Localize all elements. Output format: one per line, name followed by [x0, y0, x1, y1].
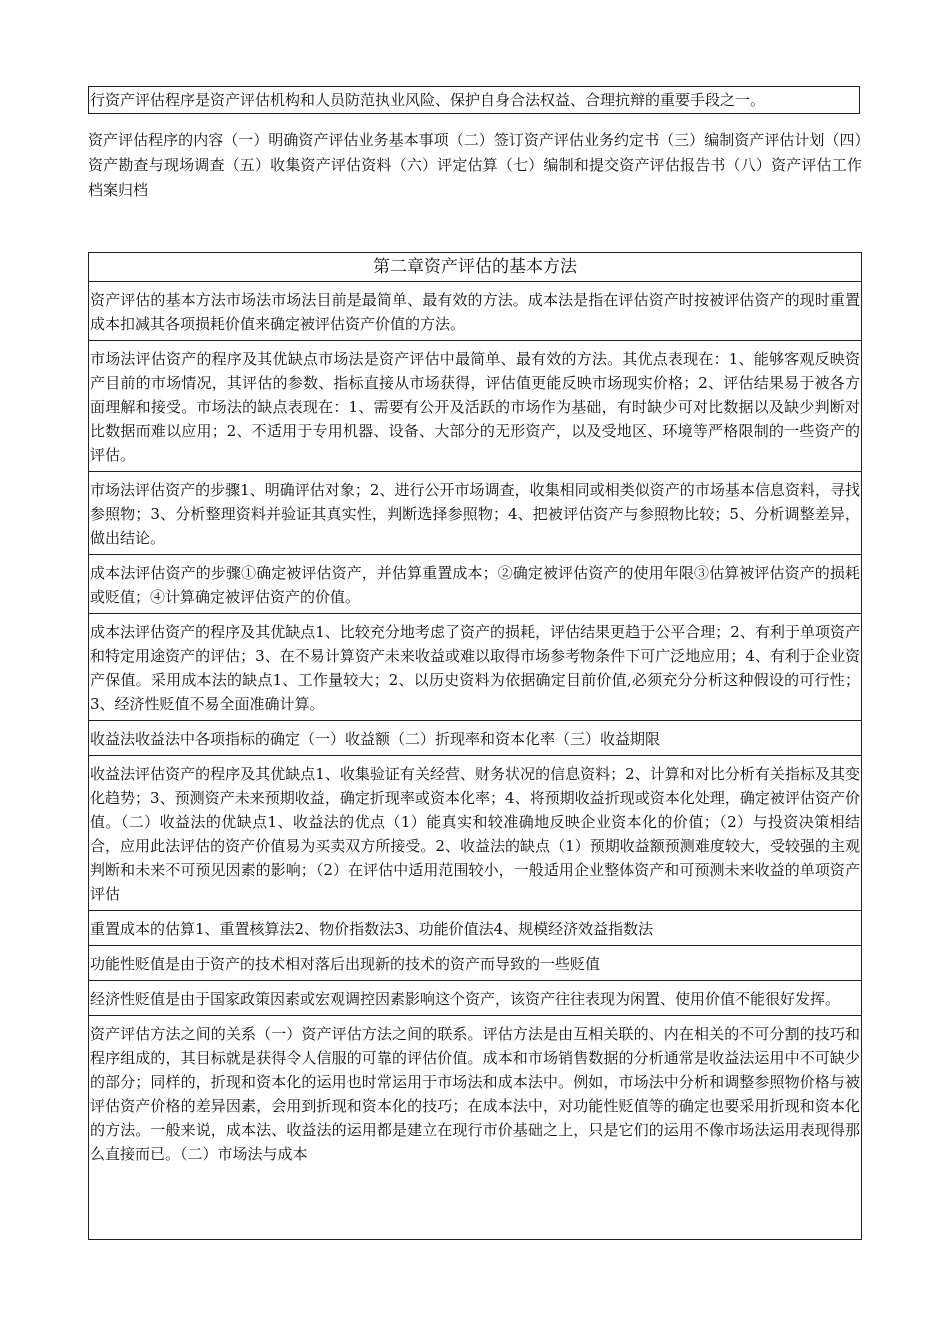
- procedure-paragraph: 资产评估程序的内容（一）明确资产评估业务基本事项（二）签订资产评估业务约定书（三）编制资产评估计划（四）资产勘查与现场调查（五）收集资产评估资料（六）评定估算（七）编制和提交资产评估报告书（八）资产评估工作档案归档: [88, 131, 862, 199]
- section-market-method-steps: 市场法评估资产的步骤1、明确评估对象；2、进行公开市场调查，收集相同或相类似资产的市场基本信息资料，寻找参照物；3、分析整理资料并验证其真实性，判断选择参照物；4、把被评估资产与参照物比较；5、分析调整差异，做出结论。: [89, 472, 861, 555]
- section-replacement-cost: 重置成本的估算1、重置核算法2、物价指数法3、功能价值法4、规模经济效益指数法: [89, 911, 861, 946]
- chapter-title: 第二章资产评估的基本方法: [89, 253, 861, 282]
- section-basic-methods: 资产评估的基本方法市场法市场法目前是最简单、最有效的方法。成本法是指在评估资产时按被评估资产的现时重置成本扣减其各项损耗价值来确定被评估资产价值的方法。: [89, 282, 861, 341]
- section-cost-method-steps: 成本法评估资产的步骤①确定被评估资产，并估算重置成本；②确定被评估资产的使用年限③估算被评估资产的损耗或贬值；④计算确定被评估资产的价值。: [89, 555, 861, 614]
- section-income-method-pros-cons: 收益法评估资产的程序及其优缺点1、收集验证有关经营、财务状况的信息资料；2、计算和对比分析有关指标及其变化趋势；3、预测资产未来预期收益，确定折现率或资本化率；4、将预期收益折现或资本化处理，确定被评估资产价值。（二）收益法的优缺点1、收益法的优点（1）能真实和较准确地反映企业资本化的价值；（2）与投资决策相结合，应用此法评估的资产价值易为买卖双方所接受。2、收益法的缺点（1）预期收益额预测难度较大，受较强的主观判断和未来不可预见因素的影响；（2）在评估中适用范围较小，一般适用企业整体资产和可预测未来收益的单项资产评估: [89, 756, 861, 911]
- section-cost-method-pros-cons: 成本法评估资产的程序及其优缺点1、比较充分地考虑了资产的损耗，评估结果更趋于公平合理；2、有利于单项资产和特定用途资产的评估；3、在不易计算资产未来收益或难以取得市场参考物条件下可广泛地应用；4、有利于企业资产保值。采用成本法的缺点1、工作量较大；2、以历史资料为依据确定目前价值,必须充分分析这种假设的可行性；3、经济性贬值不易全面准确计算。: [89, 614, 861, 721]
- section-economic-depreciation: 经济性贬值是由于国家政策因素或宏观调控因素影响这个资产，该资产往往表现为闲置、使用价值不能很好发挥。: [89, 981, 861, 1016]
- top-line-text: 行资产评估程序是资产评估机构和人员防范执业风险、保护自身合法权益、合理抗辩的重要手段之一。: [90, 91, 766, 109]
- section-market-method-pros-cons: 市场法评估资产的程序及其优缺点市场法是资产评估中最简单、最有效的方法。其优点表现在：1、能够客观反映资产目前的市场情况，其评估的参数、指标直接从市场获得，评估值更能反映市场现实价格；2、评估结果易于被各方面理解和接受。市场法的缺点表现在：1、需要有公开及活跃的市场作为基础，有时缺少可对比数据以及缺少判断对比数据而难以应用；2、不适用于专用机器、设备、大部分的无形资产，以及受地区、环境等严格限制的一些资产的评估。: [89, 341, 861, 472]
- top-line-box: [88, 86, 860, 114]
- chapter-box: [88, 252, 862, 1240]
- section-income-method-indicators: 收益法收益法中各项指标的确定（一）收益额（二）折现率和资本化率（三）收益期限: [89, 721, 861, 756]
- section-methods-relationship: 资产评估方法之间的关系（一）资产评估方法之间的联系。评估方法是由互相关联的、内在相关的不可分割的技巧和程序组成的，其目标就是获得令人信服的可靠的评估价值。成本和市场销售数据的分析通常是收益法运用中不可缺少的部分；同样的，折现和资本化的运用也时常运用于市场法和成本法中。例如，市场法中分析和调整参照物价格与被评估资产价格的差异因素，会用到折现和资本化的技巧；在成本法中，对功能性贬值等的确定也要采用折现和资本化的方法。一般来说，成本法、收益法的运用都是建立在现行市价基础之上，只是它们的运用不像市场法运用表现得那么直接而已。（二）市场法与成本: [90, 1025, 860, 1163]
- chapter-sections: [89, 282, 861, 1170]
- section-functional-depreciation: 功能性贬值是由于资产的技术相对落后出现新的技术的资产而导致的一些贬值: [89, 946, 861, 981]
